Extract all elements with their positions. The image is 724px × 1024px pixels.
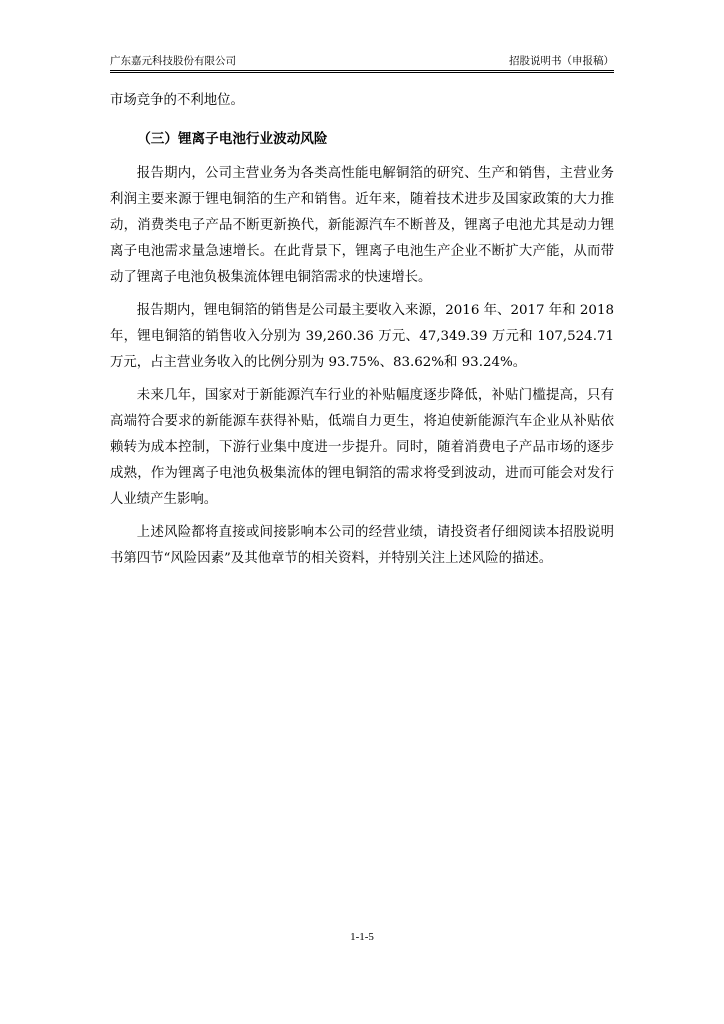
page-number: 1-1-5 [350,931,374,943]
body-paragraph-4: 上述风险都将直接或间接影响本公司的经营业绩，请投资者仔细阅读本招股说明书第四节“风险因素”及其他章节的相关资料，并特别关注上述风险的描述。 [110,525,614,566]
header-document-title: 招股说明书（申报稿） [509,55,614,67]
header-company-name: 广东嘉元科技股份有限公司 [110,55,236,67]
body-paragraph-1: 报告期内，公司主营业务为各类高性能电解铜箔的研究、生产和销售，主营业务利润主要来源于锂电铜箔的生产和销售。近年来，随着技术进步及国家政策的大力推动，消费类电子产品不断更新换代，新能源汽车不断普及，锂离子电池尤其是动力锂离子电池需求量急速增长。在此背景下，锂离子电池生产企业不断扩大产能，从而带动了锂离子电池负极集流体锂电铜箔需求的快速增长。 [110,166,614,285]
page-header [110,52,614,70]
opening-line: 市场竞争的不利地位。 [110,93,244,108]
header-divider [110,70,614,73]
page-body [110,88,614,579]
body-paragraph-2: 报告期内，锂电铜箔的销售是公司最主要收入来源，2016 年、2017 年和 2018 年，锂电铜箔的销售收入分别为 39,260.36 万元、47,349.39 万元和 107,524.71 万元，占主营业务收入的比例分别为 93.75%、83.62%和 93.24%。 [110,303,614,370]
section-heading: （三）锂离子电池行业波动风险 [137,131,328,147]
body-paragraph-3: 未来几年，国家对于新能源汽车行业的补贴幅度逐步降低，补贴门槛提高，只有高端符合要求的新能源车获得补贴，低端自力更生，将迫使新能源汽车企业从补贴依赖转为成本控制，下游行业集中度进一步提升。同时，随着消费电子产品市场的逐步成熟，作为锂离子电池负极集流体的锂电铜箔的需求将受到波动，进而可能会对发行人业绩产生影响。 [110,388,614,507]
